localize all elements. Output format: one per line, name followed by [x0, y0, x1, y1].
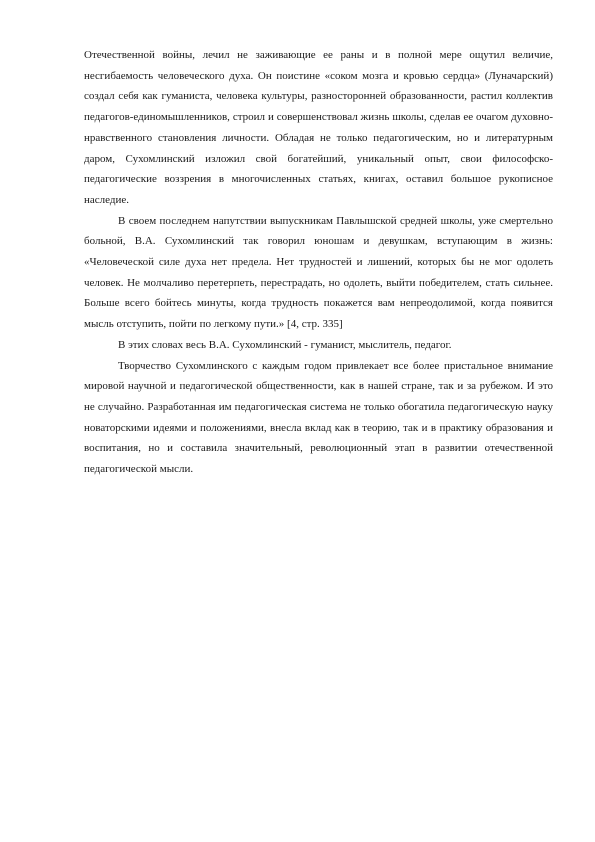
paragraph-summary: В этих словах весь В.А. Сухомлинский - гуманист, мыслитель, педагог. [118, 338, 452, 351]
paragraph-legacy: Творчество Сухомлинского с каждым годом привлекает все более пристальное внимание мировой научной и педагогической общественности, как в нашей стране, так и за рубежом. И это не случайно. Разработанная им педагогическая система не только обогатила педагогическую науку новаторскими идеями и положениями, внесла вклад как в теорию, так и в практику образования и воспитания, но и составила значительный, революционный этап в развитии отечественной педагогической мысли. [84, 359, 553, 476]
paragraph-farewell-address: В своем последнем напутствии выпускникам Павлышской средней школы, уже смертельно больной, В.А. Сухомлинский так говорил юношам и девушкам, вступающим в жизнь: «Человеческой силе духа нет предела. Нет трудностей и лишений, которых бы не мог одолеть человек. Не молчаливо перетерпеть, перестрадать, но одолеть, выйти победителем, стать сильнее. Больше всего бойтесь минуты, когда трудность покажется вам непреодолимой, когда появится мысль отступить, пойти по легкому пути.» [4, стр. 335] [84, 214, 553, 331]
paragraph-continuation: Отечественной войны, лечил не заживающие ее раны и в полной мере ощутил величие, несгибаемость человеческого духа. Он поистине «соком мозга и кровью сердца» (Луначарский) создал себя как гуманиста, человека культуры, разносторонней образованности, растил коллектив педагогов-единомышленников, строил и совершенствовал жизнь школы, сделав ее очагом духовно-нравственного становления личности. Обладая не только педагогическим, но и литературным даром, Сухомлинский изложил свой богатейший, уникальный опыт, свои философско-педагогические воззрения в многочисленных статьях, книгах, оставил большое рукописное наследие. [84, 49, 553, 206]
body-text [84, 45, 553, 480]
